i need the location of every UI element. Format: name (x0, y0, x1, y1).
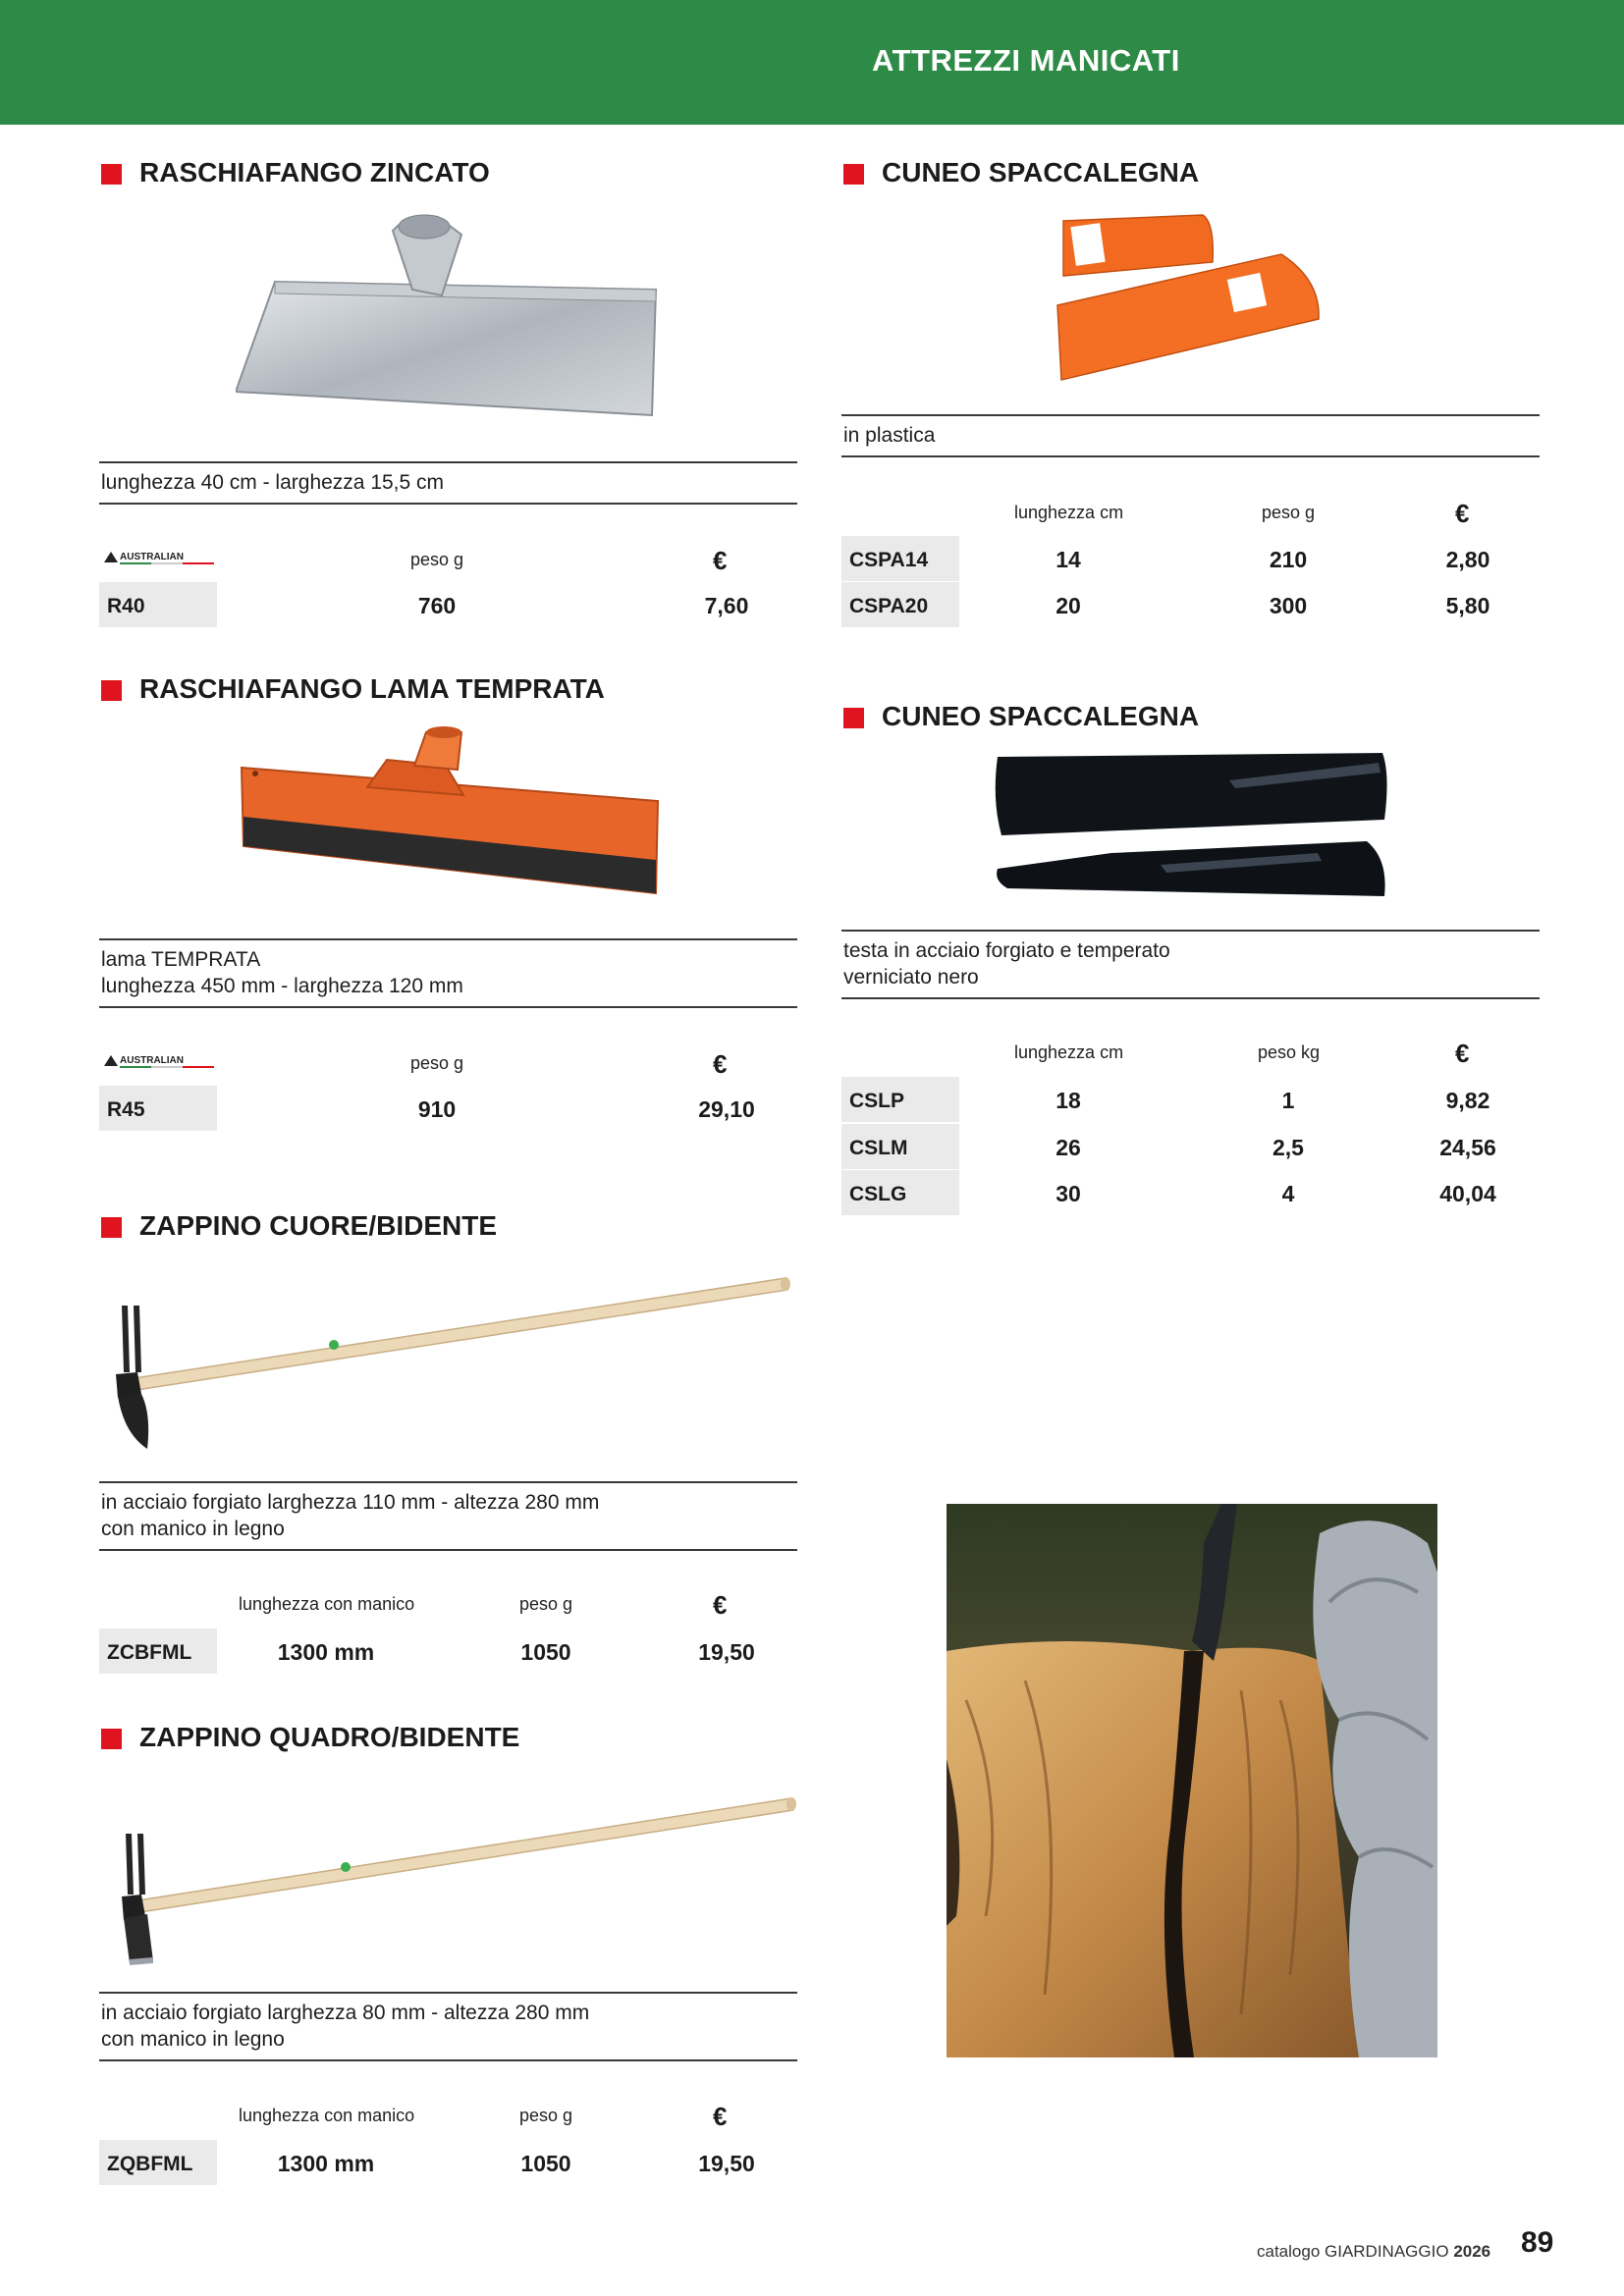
section-title-raschia-zincato: RASCHIAFANGO ZINCATO (139, 157, 490, 187)
product-weight: 2,5 (1272, 1135, 1304, 1160)
column-header-weight: peso g (410, 1053, 464, 1073)
column-header-length: lunghezza con manico (239, 2106, 415, 2125)
product-code: CSPA20 (841, 582, 959, 627)
description-zappino-cuore (99, 1481, 797, 1551)
product-price: 29,10 (698, 1096, 755, 1122)
footer-catalog-label (1257, 2242, 1490, 2262)
description-cuneo-acciaio (841, 930, 1540, 999)
column-header-length: lunghezza con manico (239, 1594, 415, 1614)
product-weight: 910 (417, 1096, 457, 1122)
description-line: verniciato nero (843, 966, 979, 988)
product-price: 19,50 (698, 2151, 755, 2176)
product-code: ZCBFML (99, 1629, 217, 1674)
product-price: 40,04 (1439, 1181, 1496, 1206)
description-raschia-zincato (99, 461, 797, 505)
product-length: 30 (1056, 1181, 1081, 1206)
product-code: CSLG (841, 1170, 959, 1215)
description-cuneo-plastica (841, 414, 1540, 457)
page-number: 89 (1521, 2226, 1554, 2259)
brand-logo-text: AUSTRALIAN (120, 552, 184, 562)
column-header-weight: peso g (1262, 503, 1316, 522)
description-line: in acciaio forgiato larghezza 80 mm - altezza 280 mm (101, 2002, 590, 2024)
section-bullet (843, 708, 864, 728)
product-price: 2,80 (1445, 547, 1490, 572)
australian-brand-logo (102, 549, 220, 568)
product-code: CSPA14 (841, 536, 959, 581)
description-line: in plastica (843, 424, 936, 447)
product-weight: 760 (417, 593, 457, 618)
column-header-weight: peso g (410, 550, 464, 569)
product-code: ZQBFML (99, 2140, 217, 2185)
column-header-price: € (713, 2102, 728, 2131)
product-weight: 1050 (520, 1639, 571, 1665)
description-line: in acciaio forgiato larghezza 110 mm - altezza 280 mm (101, 1491, 600, 1514)
description-line: lunghezza 40 cm - larghezza 15,5 cm (101, 471, 445, 494)
description-raschia-temprata (99, 938, 797, 1008)
galvanized-scraper-image (236, 211, 668, 422)
product-price: 9,82 (1445, 1088, 1490, 1113)
section-bullet (101, 164, 122, 185)
plastic-wedge-image (1056, 211, 1326, 383)
column-header-price: € (1455, 1039, 1470, 1068)
description-line: lunghezza 450 mm - larghezza 120 mm (101, 975, 463, 997)
section-title-cuneo-acciaio: CUNEO SPACCALEGNA (882, 701, 1200, 731)
australian-brand-logo (102, 1052, 220, 1072)
description-line: con manico in legno (101, 2028, 285, 2051)
column-header-weight: peso g (519, 1594, 573, 1614)
product-price: 24,56 (1439, 1135, 1496, 1160)
column-header-weight: peso g (519, 2106, 573, 2125)
brand-logo-text: AUSTRALIAN (120, 1055, 184, 1066)
product-length: 1300 mm (277, 2151, 375, 2176)
description-zappino-quadro (99, 1992, 797, 2061)
product-code: R40 (99, 582, 217, 627)
section-title-raschia-temprata: RASCHIAFANGO LAMA TEMPRATA (139, 673, 605, 704)
description-line: testa in acciaio forgiato e temperato (843, 939, 1170, 962)
wedge-in-log-photo (947, 1504, 1437, 2057)
section-title-zappino-cuore: ZAPPINO CUORE/BIDENTE (139, 1210, 498, 1241)
product-code: CSLM (841, 1124, 959, 1169)
square-hoe-image (112, 1792, 799, 1969)
column-header-price: € (713, 546, 728, 575)
product-price: 5,80 (1445, 593, 1490, 618)
steel-wedge-image (994, 751, 1391, 903)
product-length: 14 (1056, 547, 1081, 572)
product-price: 19,50 (698, 1639, 755, 1665)
product-weight: 300 (1269, 593, 1308, 618)
section-bullet (101, 680, 122, 701)
product-weight: 1050 (520, 2151, 571, 2176)
section-bullet (101, 1217, 122, 1238)
column-header-price: € (1455, 499, 1470, 528)
product-code: CSLP (841, 1077, 959, 1122)
product-length: 20 (1056, 593, 1081, 618)
column-header-price: € (713, 1590, 728, 1620)
description-line: con manico in legno (101, 1518, 285, 1540)
tempered-scraper-image (240, 726, 664, 898)
column-header-length: lunghezza cm (1014, 1042, 1124, 1062)
product-length: 26 (1056, 1135, 1081, 1160)
product-price: 7,60 (704, 593, 749, 618)
product-length: 18 (1056, 1088, 1081, 1113)
product-weight: 1 (1281, 1088, 1295, 1113)
page-header (0, 0, 1624, 125)
section-bullet (843, 164, 864, 185)
section-title-cuneo-plastica: CUNEO SPACCALEGNA (882, 157, 1200, 187)
description-line: lama TEMPRATA (101, 948, 261, 971)
header-title: ATTREZZI MANICATI (872, 43, 1180, 78)
footer-year: 2026 (1453, 2242, 1491, 2261)
product-weight: 4 (1281, 1181, 1295, 1206)
section-bullet (101, 1729, 122, 1749)
column-header-length: lunghezza cm (1014, 503, 1124, 522)
product-weight: 210 (1269, 547, 1308, 572)
product-code: R45 (99, 1086, 217, 1131)
product-length: 1300 mm (277, 1639, 375, 1665)
section-title-zappino-quadro: ZAPPINO QUADRO/BIDENTE (139, 1722, 520, 1752)
column-header-weight: peso kg (1258, 1042, 1321, 1062)
footer-catalog-text: catalogo GIARDINAGGIO (1257, 2242, 1449, 2261)
column-header-price: € (713, 1049, 728, 1079)
heart-hoe-image (108, 1266, 795, 1453)
